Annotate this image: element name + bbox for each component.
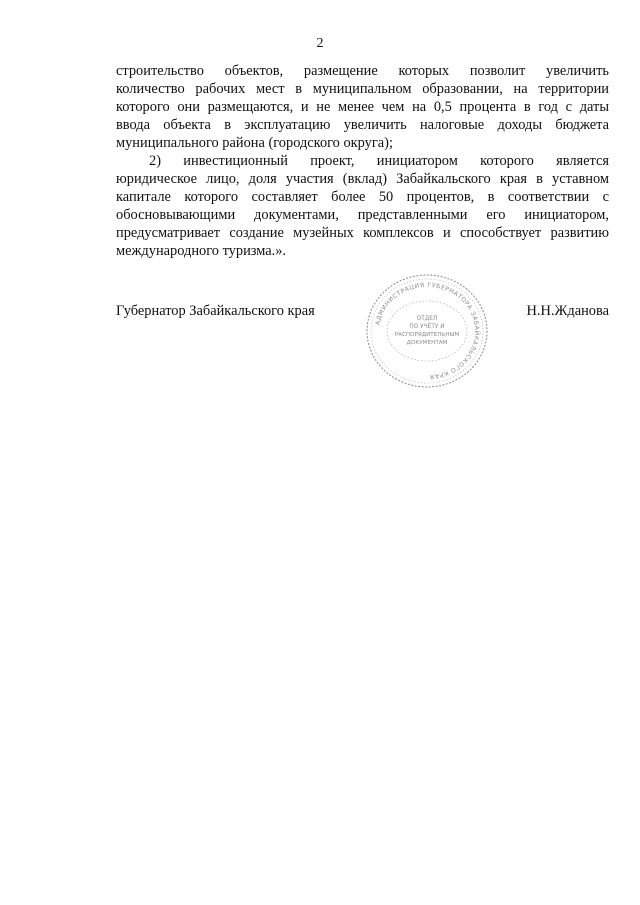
- stamp-center-line: ПО УЧЁТУ И: [409, 324, 445, 330]
- body-line: обосновывающими документами, представленными его инициатором,: [116, 207, 609, 223]
- signature-title: Губернатор Забайкальского края: [116, 303, 315, 319]
- page-number: 2: [316, 36, 324, 51]
- body-line: муниципального района (городского округа);: [116, 135, 393, 151]
- official-stamp: [364, 272, 490, 390]
- body-line: которого они размещаются, и не менее чем на 0,5 процента в год с даты: [116, 99, 609, 115]
- stamp-ring-text: АДМИНИСТРАЦИЯ ГУБЕРНАТОРА ЗАБАЙКАЛЬСКОГО КРАЯ: [374, 281, 481, 380]
- stamp-center-line: РАСПОРЯДИТЕЛЬНЫМ: [394, 332, 460, 338]
- body-line: строительство объектов, размещение которых позволит увеличить: [116, 63, 609, 79]
- stamp-center-line: ОТДЕЛ: [416, 316, 438, 322]
- body-line: предусматривает создание музейных комплексов и способствует развитию: [116, 225, 609, 241]
- stamp-center-ring: [387, 301, 467, 361]
- body-line: количество рабочих мест в муниципальном образовании, на территории: [116, 81, 609, 97]
- body-line: юридическое лицо, доля участия (вклад) Забайкальского края в уставном: [116, 171, 609, 187]
- body-line: 2) инвестиционный проект, инициатором которого является: [149, 153, 609, 169]
- stamp-center-line: ДОКУМЕНТАМ: [406, 340, 448, 346]
- body-line: капитале которого составляет более 50 процентов, в соответствии с: [116, 189, 609, 205]
- body-line: международного туризма.».: [116, 243, 287, 259]
- body-line: ввода объекта в эксплуатацию увеличить налоговые доходы бюджета: [116, 117, 609, 133]
- signature-name: Н.Н.Жданова: [526, 303, 609, 319]
- stamp-outer-ring: [367, 275, 487, 387]
- stamp-inner-ring: [371, 279, 483, 383]
